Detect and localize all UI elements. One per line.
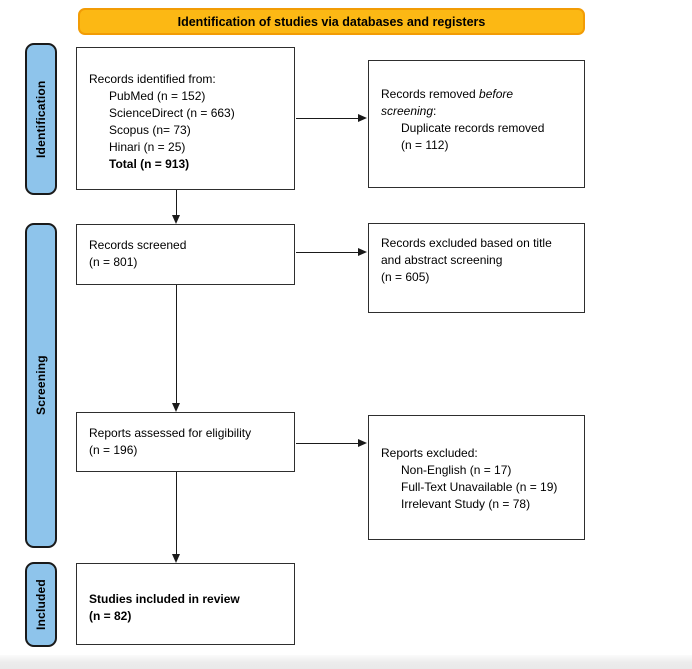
box-line: Studies included in review (89, 592, 240, 606)
source-item: Hinari (n = 25) (109, 140, 186, 154)
arrow-identified-to-removed (296, 118, 358, 119)
title-suffix: : (433, 104, 437, 118)
excluded-item: Non-English (n = 17) (401, 463, 512, 477)
box-line: (n = 196) (89, 443, 138, 457)
box-line: and abstract screening (381, 253, 503, 267)
box-records-identified (76, 47, 295, 190)
stage-label-screening: Screening (25, 223, 57, 548)
arrow-screened-to-excluded (296, 252, 358, 253)
box-records-excluded (368, 223, 585, 313)
arrow-assessed-to-reports-excluded (296, 443, 358, 444)
excluded-item: Irrelevant Study (n = 78) (401, 497, 531, 511)
arrow-screened-to-assessed (176, 285, 177, 403)
source-item: Scopus (n= 73) (109, 123, 191, 137)
box-line: (n = 82) (89, 609, 132, 623)
box-title: Records identified from: (89, 72, 216, 86)
removed-item: (n = 112) (401, 138, 449, 152)
box-studies-included (76, 563, 295, 645)
removed-item: Duplicate records removed (401, 121, 545, 135)
box-title: Reports excluded: (381, 446, 478, 460)
flow-title-banner: Identification of studies via databases and registers (78, 8, 585, 35)
stage-label-identification: Identification (25, 43, 57, 195)
page-bottom-edge (0, 655, 692, 669)
title-emphasis: before screening (381, 87, 514, 118)
box-line: (n = 605) (381, 270, 430, 284)
box-line: (n = 801) (89, 255, 138, 269)
source-item: ScienceDirect (n = 663) (109, 106, 235, 120)
stage-label-included: Included (25, 562, 57, 647)
arrow-assessed-to-included (176, 472, 177, 554)
excluded-item: Full-Text Unavailable (n = 19) (401, 480, 558, 494)
box-reports-excluded (368, 415, 585, 540)
source-item: PubMed (n = 152) (109, 89, 206, 103)
title-prefix: Records removed (381, 87, 480, 101)
arrow-identified-to-screened (176, 190, 177, 215)
box-reports-assessed (76, 412, 295, 472)
box-line: Records excluded based on title (381, 236, 552, 250)
box-line: Reports assessed for eligibility (89, 426, 252, 440)
box-records-screened (76, 224, 295, 285)
box-title (381, 86, 546, 120)
total-line: Total (n = 913) (109, 157, 190, 171)
box-line: Records screened (89, 238, 187, 252)
box-records-removed (368, 60, 585, 188)
